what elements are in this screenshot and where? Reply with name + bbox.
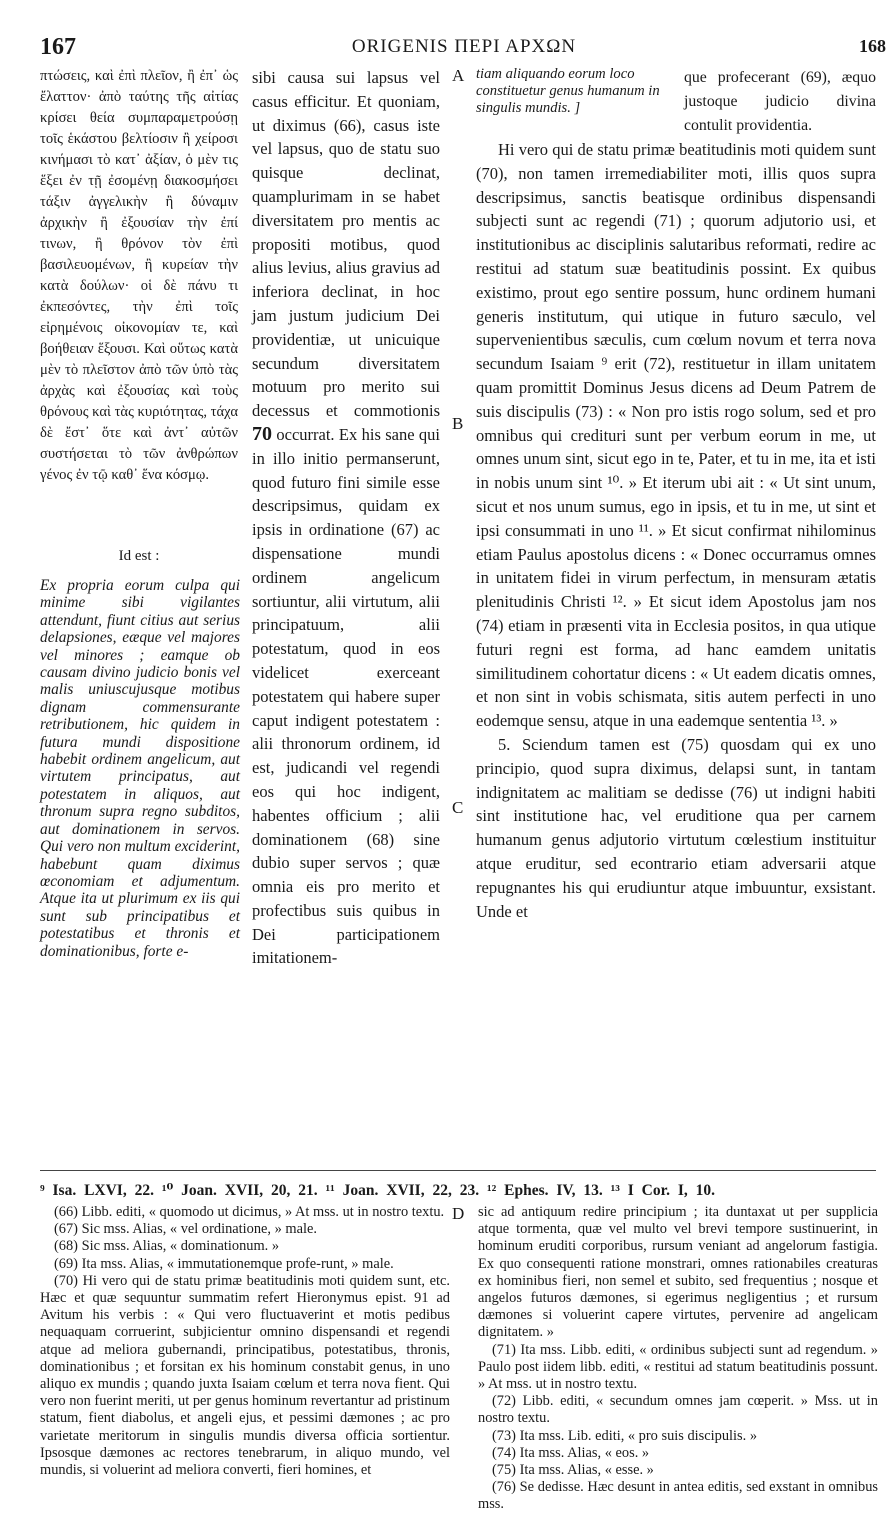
page-header [40,34,888,64]
note-73: (73) Ita mss. Lib. editi, « pro suis discipulis. » [492,1427,758,1444]
note-76: (76) Se dedisse. Hæc desunt in antea editis, sed exstant in omnibus mss. [478,1479,878,1513]
middle-text-before: sibi causa sui lapsus vel casus efficitur. Et quoniam, ut diximus (66), casus iste vel lapsus, quo de statu suo quisque declinat, quamplurimam in se habet diversitatem pro mentis ac propositi motibus, quod alius levius, alius gravius ad inferiora declinat, in hoc jam justum judicium Dei providentiæ, ut unicuique secundum diversitatem motuum pro merito sui decessus et commotionis [252,68,440,421]
note-67: (67) Sic mss. Alias, « vel ordinatione, » male. [54,1221,317,1238]
margin-marker-d: D [452,1204,465,1223]
greek-text-column: πτώσεις, καὶ ἐπὶ πλεῖον, ἢ ἐπ᾽ ὡς ἔλαττον· ἀπὸ ταύτης τῆς αἰτίας κρίσει θεία συμπαραμετρούσῃ τοῖς ἑκάστου βελτίοσιν ἢ χείροσι κινήμασι τὸ κατ᾽ ἀξίαν, ὁ μὲν τις ἕξει ἐν τῇ ἐσομένῃ διακοσμήσει τάξιν ἀγγελικὴν ἢ δύναμιν ἀρχικὴν ἢ ἐξουσίαν τὴν ἐπί τινων, ἢ θρόνον τὸν ἐπὶ βασιλευομένων, ἢ κυρείαν τὴν κατὰ δούλων· οἱ δὲ πάνυ τι ἐκπεσόντες, τὴν ἐπὶ τοῖς εἰρημένοις οἰκονομίαν τε, καὶ βοήθειαν ἕξουσι. Καὶ οὕτως κατὰ μὲν τὸ πλεῖστον ἀπὸ τῶν ὑπὸ τὰς ἀρχὰς καὶ ἐξουσίας καὶ τοὺς θρόνους καὶ τὰς κυριότητας, τάχα δὲ ἔστ᾽ ὅτε καὶ ἀντ᾽ αὐτῶν συστήσεται τὸ τῶν ἀνθρώπων γένος ἐν τῷ καθ᾽ ἕνα κόσμῳ. [40,68,238,483]
latin-translation-left: Ex propria eorum culpa qui minime sibi vigilantes attendunt, fiunt citius aut serius delapsiones, eæque vel majores vel minores ; eamque ob causam divino judicio bonis vel malis uniuscujusque motibus dignam commensurante retributionem, hic quidem in futura mundi dispositione habebit ordinem angelicum, aut virtutem principatus, aut potestatem in aliquos, aut thronum supra regno subditos, aut dominationem in servos. Qui vero non multum exciderint, habebunt quam diximus œconomiam et adjumentum. Atque ita ut plurimum ex iis qui sunt sub principatibus et potestatibus et thronis et dominationibus, forte e- [40,577,240,960]
id-est-heading: Id est : [118,548,160,564]
note-69: (69) Ita mss. Alias, « immutationemque profe-runt, » male. [54,1255,394,1272]
paragraph-5: 5. Sciendum tamen est (75) quosdam qui ex uno principio, quod supra diximus, delapsi sunt, in tantam indignitatem ac malitiam se dedisse (76) ut indigni habiti sint institutione hac, vel eruditione qua per carnem humanum genus adjutorio virtutum cœlestium instituitur atque eruditur, sed econtrario etiam adversarii atque repugnantes his qui erudiuntur atque imbuuntur, exsistant. Unde et [476,734,876,921]
middle-text-after: occurrat. Ex his sane qui in illo initio permanserunt, quod futuro fini simile esse descripsimus, quidam ex ipsis in ordinatione (67) ac dispensatione mundi ordinem angelicum sortiuntur, alii virtutum, alii principatuum, alii potestatum, quod in eos videlicet exerceant potestatem qui habere super caput indigent potestatem : alii thronorum ordinem, id est, judicandi vel regendi eos qui hoc indigent, habentes officium ; alii dominationem (68) sine dubio super servos ; quæ omnia eis pro merito et profectibus suis quibus in Dei participationem imitationem- [252,424,441,968]
note-75: (75) Ita mss. Alias, « esse. » [492,1462,654,1479]
scripture-references: ⁹ Isa. LXVI, 22. ¹⁰ Joan. XVII, 20, 21. ¹¹ Joan. XVII, 22, 23. ¹² Ephes. IV, 13. ¹³ I Cor. I, 10. [40,1182,715,1199]
notes-left-column [40,1204,450,1479]
section-number-70: 70 [252,422,272,445]
margin-marker-a: A [452,66,465,85]
note-74: (74) Ita mss. Alias, « eos. » [492,1444,650,1461]
margin-marker-b: B [452,414,464,433]
latin-translation-right: tiam aliquando eorum loco constituetur genus humanum in singulis mundis. ] [476,66,660,116]
margin-marker-c: C [452,798,464,817]
paragraph-hi-vero: Hi vero qui de statu primæ beatitudinis moti quidem sunt (70), non tamen irremediabiliter moti, illis quos supra descripsimus, sanctis beatisque ordinibus dispensandi subjecti sunt ac regendi (71) ; quorum adjutorio usi, et institutionibus ac disciplinis salutaribus reformati, redire ac restitui ad statum suæ beatitudinis possint. Ex quibus existimo, prout ego sentire possum, hunc ordinem humani generis institutum, qui utique in futuro sæculo, vel supervenientibus sæculis, cum cœlum novum et terra nova secundum Isaiam ⁹ erit (72), restituetur in illam unitatem quam promittit Dominus Jesus dicens ad Deum Patrem de suis discipulis (73) : « Non pro istis rogo solum, sed et pro omnibus qui credituri sunt per verbum eorum in me, ut omnes unum sint, sicut ego in te, Pater, et tu in me, ita et isti in nobis unum sint ¹⁰. » Et iterum ubi ait : « Ut sint unum, sicut et nos unum sumus, ego in ipsis, et tu in me, ut sint et ipsi consummati in uno ¹¹. » Et sicut confirmat nihilominus etiam Paulus apostolus dicens : « Donec occurramus omnes in unitatem fidei in virum perfectum, in mensuram ætatis plenitudinis Christi ¹². » Et sicut idem Apostolus jam nos (74) etiam in præsenti vita in Ecclesia positos, in qua utique futuri regni est forma, ad hanc eamdem unitatis similitudinem cohortatur dicens : « Ut eadem dicatis omnes, et non sint in vobis schismata, sitis autem perfecti in uno eodemque sensu, atque in una eademque sententia ¹³. » [476,140,876,731]
note-70: (70) Hi vero qui de statu primæ beatitudinis moti quidem sunt, etc. Hæc et quæ sequuntur summatim refert Hieronymus epist. 91 ad Avitum his verbis : « Qui vero fluctuaverint et motis pedibus nequaquam corruerint, subjicientur omnino dispensandi et regendi atque ad meliora gubernandi, principatibus, potestatibus, thronis, dominationibus ; et forsitan ex his hominum constabit genus, in uno aliquo ex mundis ; quando juxta Isaiam cœlum et terra nova fient. Qui vero non fuerint meriti, ut per genus hominum revertantur ad pristinum statum, fient diabolus, et angeli ejus, et pessimi dæmones ; ac pro varietate meritorum in singulis mundis diversa officia sortientur. Ipsosque dæmones ac rectores tenebrarum, in aliquo mundo, vel mundis, si voluerint ad meliora converti, fieri homines, et [40,1272,450,1479]
page-number-left: 167 [40,34,76,60]
notes-right-column [478,1204,878,1514]
right-column-top: que profecerant (69), æquo justoque judicio divina contulit providentia. [684,69,876,134]
running-title: ORIGENIS ΠΕΡΙ ΑΡΧΩΝ [351,36,577,57]
page-number-right: 168 [859,36,886,56]
latin-right-column [476,138,876,923]
footnote-rule [40,1170,876,1171]
note-70-continued: sic ad antiquum redire principium ; ita duntaxat ut per supplicia atque tormenta, quæ vel multo vel brevi tempore sustinuerint, in hominum eruditi corporibus, rursum veniant ad angelorum fastigia. Ex quo consequenti ratione monstrari, omnes rationabiles creaturas ex hominibus fieri, non semel et subito, sed frequentius ; nosque et angelos futuros dæmones, si egerimus negligentius ; et rursum dæmones si voluerint capere virtutes, pervenire ad angelicam dignitatem. » [478,1204,878,1341]
latin-middle-column [252,66,440,970]
note-72: (72) Libb. editi, « secundum omnes jam cœperit. » Mss. ut in nostro textu. [478,1393,878,1427]
note-71: (71) Ita mss. Libb. editi, « ordinibus subjecti sunt ad regendum. » Paulo post iidem libb. editi, « restitui ad statum beatitudinis possunt. » At mss. ut in nostro textu. [478,1341,878,1393]
note-68: (68) Sic mss. Alias, « dominationum. » [54,1238,280,1255]
note-66: (66) Libb. editi, « quomodo ut dicimus, » At mss. ut in nostro textu. [54,1204,445,1220]
